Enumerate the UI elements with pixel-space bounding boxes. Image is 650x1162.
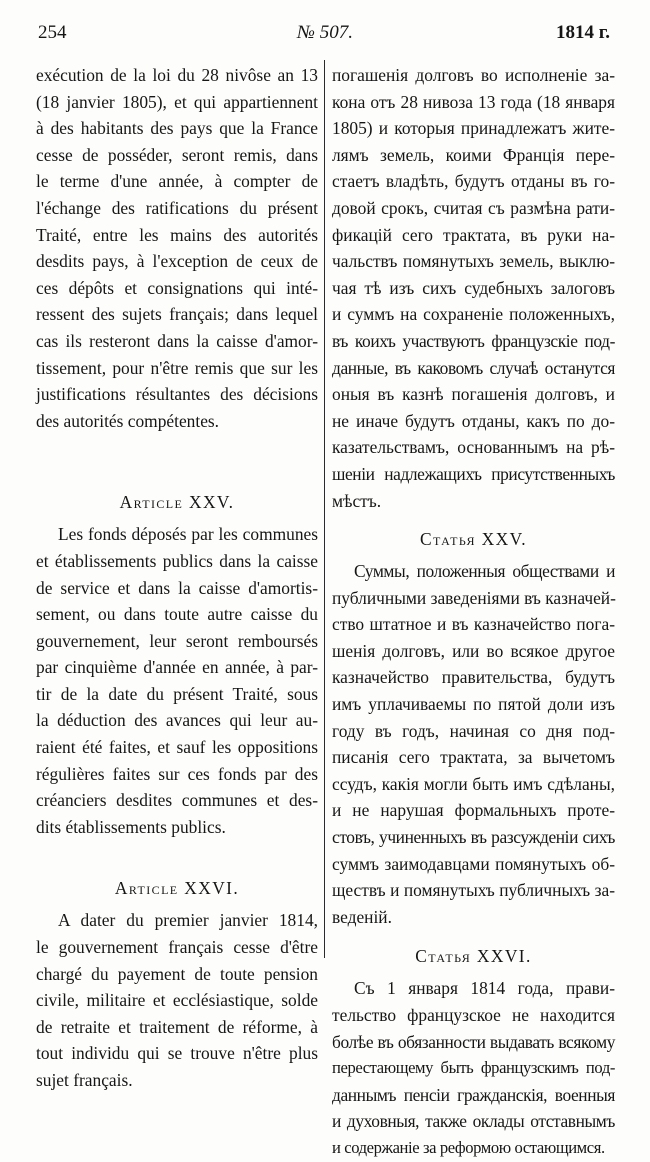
statya-26-heading: Статья XXVI. [415,946,532,967]
text-line: le gouvernement français cesse d'être [36,937,318,958]
text-line: даннымъ пенсіи гражданскія, военныя [332,1084,615,1105]
text-line: 1805) и которыя принадлежатъ жите- [332,118,615,139]
statya-25-heading: Статья XXV. [419,529,528,550]
text-line: civile, militaire et ecclésiastique, solde [36,990,318,1011]
text-line: sement, ou dans toute autre caisse du [36,604,318,625]
text-line: raient été faites, et sauf les oppositions [36,737,318,758]
text-line: и духовныя, также оклады отставнымъ [332,1111,615,1132]
text-line: par cinquième d'année en année, à par- [36,657,318,678]
text-line: въ коихъ участвуютъ французскіе под- [332,330,615,351]
text-line: de service et dans la caisse d'amortis- [36,577,318,598]
text-line: le terme d'une année, à compter de [36,171,318,192]
text-line: la déduction des avances qui leur au- [36,710,318,731]
text-line: gouvernement, leur seront remboursés [36,630,318,651]
text-line: фикацій сего трактата, въ руки на- [332,224,615,245]
text-line: justifications résultantes des décisions [36,384,318,405]
french-intro-paragraph [36,62,318,434]
russian-article-25-text [332,558,615,930]
text-line: суммъ заимодавцами помянутыхъ об- [332,853,615,874]
text-line: стовъ, учиненныхъ въ разсужденіи сихъ [332,827,615,848]
text-line: лямъ земель, коими Франція пере- [332,144,615,165]
text-line: ссудъ, какія могли быть имъ сдѣланы, [332,773,615,794]
text-line: cas ils resteront dans la caisse d'amor- [36,330,318,351]
text-line: (18 janvier 1805), et qui appartiennent [36,91,318,112]
russian-column [332,62,615,1162]
text-line: казательствамъ, основаннымъ на рѣ- [332,437,615,458]
text-line: tissement, pour n'être remis que sur les [36,357,318,378]
article-26-heading: Article XXVI. [114,878,240,899]
text-line: мѣстъ. [332,490,382,511]
text-line: ces dépôts et consignations qui inté- [36,277,318,298]
text-line: имъ уплачиваемы по пятой доли изъ [332,694,615,715]
text-line: году въ годъ, начиная со дня под- [332,720,615,741]
text-line: чая тѣ изъ сихъ судебныхъ залоговъ [332,277,615,298]
text-line: данные, въ каковомъ случаѣ останутся [332,357,615,378]
text-line: de retraite et traitement de réforme, à [36,1016,318,1037]
text-line: exécution de la loi du 28 nivôse an 13 [36,65,318,85]
document-number: № 507. [297,22,353,43]
text-line: chargé du payement de toute pension [36,963,318,984]
text-line: créanciers desdites communes et des- [36,790,318,811]
text-line: et établissements publics dans la caisse [36,550,318,571]
text-line: шенія долговъ, или во всякое другое [332,640,615,661]
text-line: cesse de posséder, seront remis, dans [36,144,318,165]
page-number: 254 [38,22,67,43]
text-line: публичными заведеніями въ казначей- [332,587,616,608]
text-line: l'échange des ratifications du présent [36,197,318,218]
article-25-heading: Article XXV. [119,492,235,513]
text-line: оныя въ казнѣ погашенія долговъ, и [332,384,615,405]
text-line: des autorités compétentes. [36,410,220,431]
text-line: и суммъ на сохраненіе положенныхъ, [332,304,615,325]
text-line: dits établissements publics. [36,816,226,837]
russian-intro-paragraph [332,62,615,514]
text-line: и не нарушая формальныхъ проте- [332,800,615,821]
text-line: шеніи надлежащихъ присутственныхъ [332,463,615,484]
text-line: казначейство правительства, будутъ [332,667,615,688]
text-line: чальствъ помянутыхъ земель, выклю- [332,251,615,272]
french-column [36,62,318,1094]
text-line: sujet français. [36,1070,133,1090]
text-line: tir de la date du présent Traité, sous [36,683,318,704]
french-article-25-text [36,521,318,840]
text-line: Съ 1 января 1814 года, прави- [354,978,615,999]
text-line: стаетъ владѣть, будутъ отданы въ го- [332,171,615,192]
text-line: desdits pays, à l'exception de ceux de [36,251,318,272]
text-line: веденій. [332,906,392,927]
french-article-26-text [36,907,318,1093]
text-line: ществъ и помянутыхъ публичныхъ за- [332,880,615,901]
text-line: кона отъ 28 нивоза 13 года (18 января [332,91,615,112]
text-line: болѣе въ обязанности выдавать всякому [332,1031,615,1052]
text-line: A dater du premier janvier 1814, [58,910,318,931]
text-line: и содержаніе за реформою остающимся. [332,1137,605,1157]
text-line: не иначе будутъ отданы, какъ по до- [332,410,615,431]
text-line: ressent des sujets français; dans lequel [36,304,318,325]
text-line: довой срокъ, считая съ размѣна рати- [332,197,615,218]
text-line: Traité, entre les mains des autorités [36,224,318,245]
text-line: перестающему быть французскимъ под- [332,1058,615,1078]
text-line: régulières faites sur ces fonds par des [36,763,318,784]
text-line: погашенія долговъ во исполненіе за- [332,65,615,85]
column-divider [324,60,325,958]
text-line: тельство французское не находится [332,1005,615,1025]
text-line: tout individu qui se trouve n'être plus [36,1043,318,1064]
text-line: à des habitants des pays que la France [36,118,318,139]
text-line: ство штатное и въ казначейство пога- [332,614,615,635]
text-line: писанія сего трактата, за вычетомъ [332,747,615,768]
year-label: 1814 г. [556,22,610,43]
russian-article-26-text [332,975,615,1161]
text-line: Les fonds déposés par les communes [58,524,318,545]
text-line: Суммы, положенныя обществами и [354,561,615,582]
